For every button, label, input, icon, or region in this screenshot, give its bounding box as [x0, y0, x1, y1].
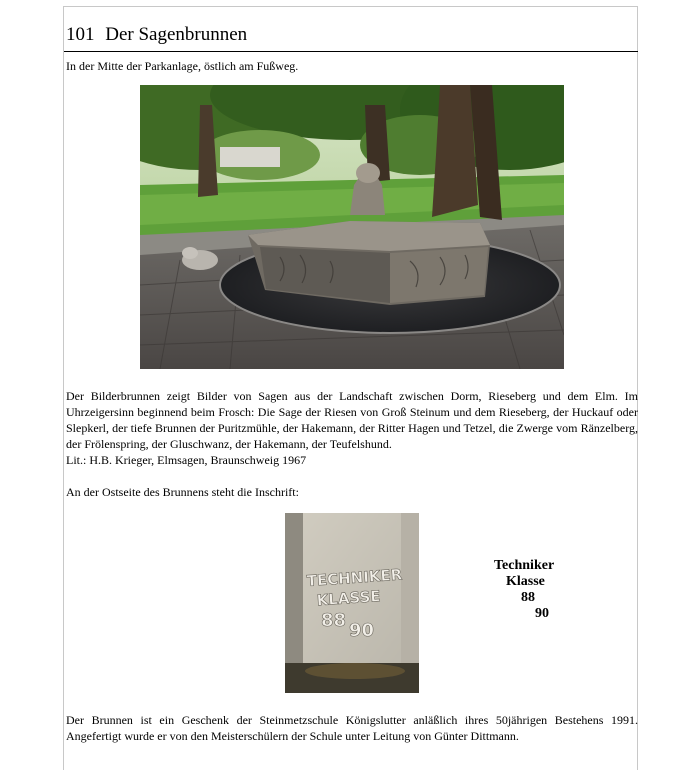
title-rule: [64, 51, 638, 52]
inscription-line-2: Klasse: [506, 574, 545, 589]
page-title: [66, 24, 247, 46]
location-text: In der Mitte der Parkanlage, östlich am Fußweg.: [66, 59, 299, 73]
inscription-line-4: 90: [535, 606, 549, 621]
photo-inscription-line3: 88: [321, 610, 347, 631]
document-page: [63, 6, 638, 770]
closing-block: [66, 712, 638, 744]
description-block: [66, 388, 638, 468]
inscription-line-1: Techniker: [494, 558, 555, 573]
entry-number: 101: [66, 24, 95, 45]
closing-text: Der Brunnen ist ein Geschenk der Steinmetzschule Königslutter anläßlich ihres 50jährigen Bestehens 1991. Angefertigt wurde er von den Meisterschülern der Schule unter Leitung von Günter Dittmann.: [66, 713, 638, 743]
description-text: Der Bilderbrunnen zeigt Bilder von Sagen aus der Landschaft zwischen Dorm, Rieseberg und dem Elm. Im Uhrzeigersinn beginnend beim Frosch: Die Sage der Riesen von Groß Steinum und dem Rieseberg, der Huckauf oder Slepkerl, der tiefe Brunnen der Puritzmühle, der Hakemann, der Ritter Hagen und Tetzel, die Zwerge vom Ränzelberg, der Frölenspring, der Gluschwanz, der Hakemann, der Teufelshund.: [66, 389, 638, 451]
inscription-photo: [285, 513, 419, 693]
inscription-transcript: [484, 558, 634, 622]
fountain-photo: [140, 85, 564, 369]
literature-reference: Lit.: H.B. Krieger, Elmsagen, Braunschweig 1967: [66, 453, 307, 467]
entry-title: Der Sagenbrunnen: [105, 24, 248, 45]
photo-inscription-line2: KLASSE: [316, 587, 382, 610]
photo-inscription-line1: TECHNIKER: [306, 565, 403, 591]
photo-inscription-line4: 90: [349, 620, 375, 641]
inscription-line-3: 88: [521, 590, 535, 605]
east-side-text: An der Ostseite des Brunnens steht die Inschrift:: [66, 485, 299, 499]
